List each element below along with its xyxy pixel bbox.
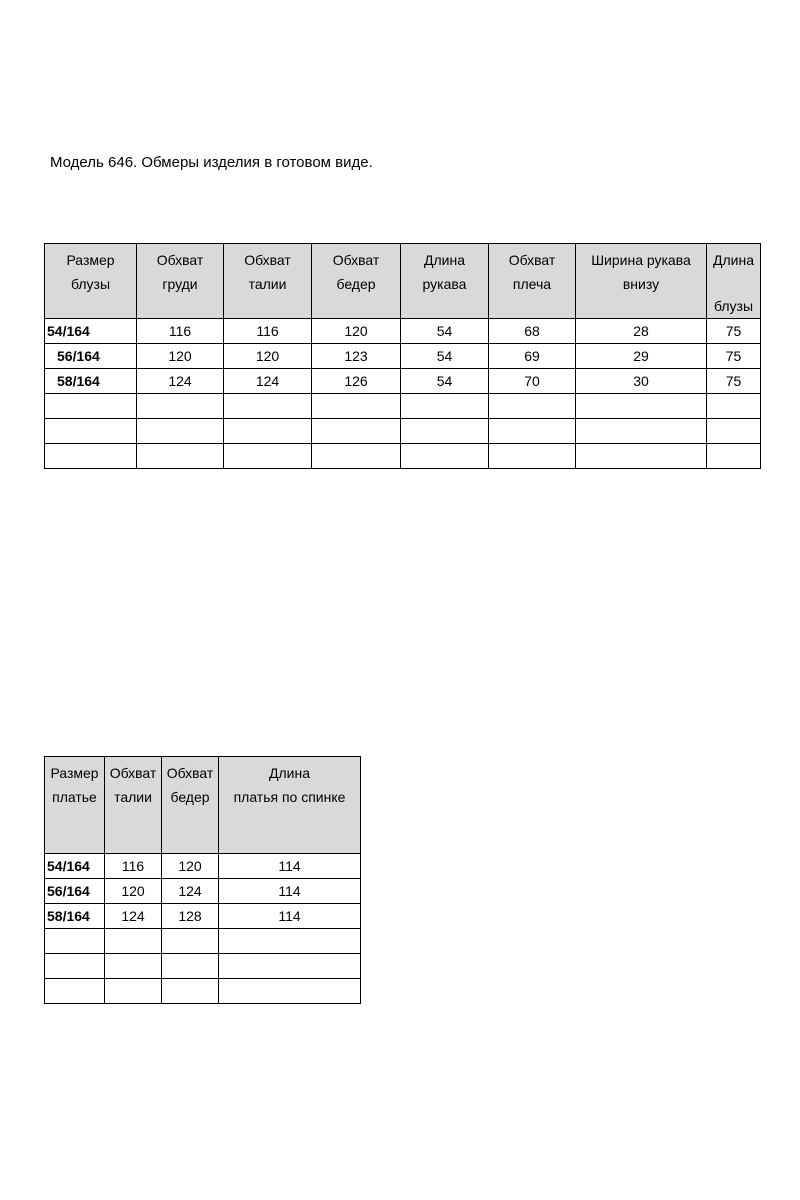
table-cell: 120 (105, 879, 162, 904)
dress-measurements-table (44, 756, 361, 1004)
table-cell: 68 (489, 319, 576, 344)
header-sleeve-width: Ширина рукава внизу (576, 244, 707, 319)
size-cell: 56/164 (45, 344, 137, 369)
table-cell: 124 (224, 369, 312, 394)
table-row (45, 369, 761, 394)
table-cell: 70 (489, 369, 576, 394)
table-header-row (45, 244, 761, 319)
table-cell: 120 (312, 319, 401, 344)
size-cell: 58/164 (45, 369, 137, 394)
table-cell: 123 (312, 344, 401, 369)
table-row (45, 854, 361, 879)
empty-row (45, 444, 761, 469)
size-cell: 56/164 (45, 879, 105, 904)
header-waist: Обхват талии (105, 757, 162, 854)
table-cell: 75 (707, 344, 761, 369)
table-cell: 75 (707, 319, 761, 344)
table-cell: 114 (219, 854, 361, 879)
table-cell: 116 (105, 854, 162, 879)
table-cell: 120 (224, 344, 312, 369)
table-cell: 114 (219, 904, 361, 929)
table-cell: 126 (312, 369, 401, 394)
table-cell: 116 (137, 319, 224, 344)
empty-row (45, 929, 361, 954)
table-cell: 54 (401, 319, 489, 344)
table-cell: 128 (162, 904, 219, 929)
table-cell: 114 (219, 879, 361, 904)
header-shoulder: Обхват плеча (489, 244, 576, 319)
header-blouse-length: Длина блузы (707, 244, 761, 319)
table-header-row (45, 757, 361, 854)
header-dress-length: Длина платья по спинке (219, 757, 361, 854)
table-row (45, 904, 361, 929)
table-cell: 116 (224, 319, 312, 344)
table-row (45, 344, 761, 369)
header-size: Размер блузы (45, 244, 137, 319)
table-cell: 120 (162, 854, 219, 879)
table-row (45, 879, 361, 904)
table-cell: 54 (401, 344, 489, 369)
header-sleeve-length: Длина рукава (401, 244, 489, 319)
size-cell: 54/164 (45, 854, 105, 879)
table-cell: 75 (707, 369, 761, 394)
document-title: Модель 646. Обмеры изделия в готовом виде. (50, 154, 373, 171)
table-cell: 120 (137, 344, 224, 369)
header-size: Размер платье (45, 757, 105, 854)
blouse-measurements-table (44, 243, 761, 469)
header-hips: Обхват бедер (312, 244, 401, 319)
empty-row (45, 394, 761, 419)
size-cell: 54/164 (45, 319, 137, 344)
table-cell: 29 (576, 344, 707, 369)
table-cell: 69 (489, 344, 576, 369)
table-row (45, 319, 761, 344)
table-cell: 54 (401, 369, 489, 394)
table-cell: 28 (576, 319, 707, 344)
header-waist: Обхват талии (224, 244, 312, 319)
table-cell: 124 (162, 879, 219, 904)
table-cell: 124 (105, 904, 162, 929)
empty-row (45, 979, 361, 1004)
header-hips: Обхват бедер (162, 757, 219, 854)
table-cell: 124 (137, 369, 224, 394)
empty-row (45, 419, 761, 444)
empty-row (45, 954, 361, 979)
table-cell: 30 (576, 369, 707, 394)
header-chest: Обхват груди (137, 244, 224, 319)
size-cell: 58/164 (45, 904, 105, 929)
